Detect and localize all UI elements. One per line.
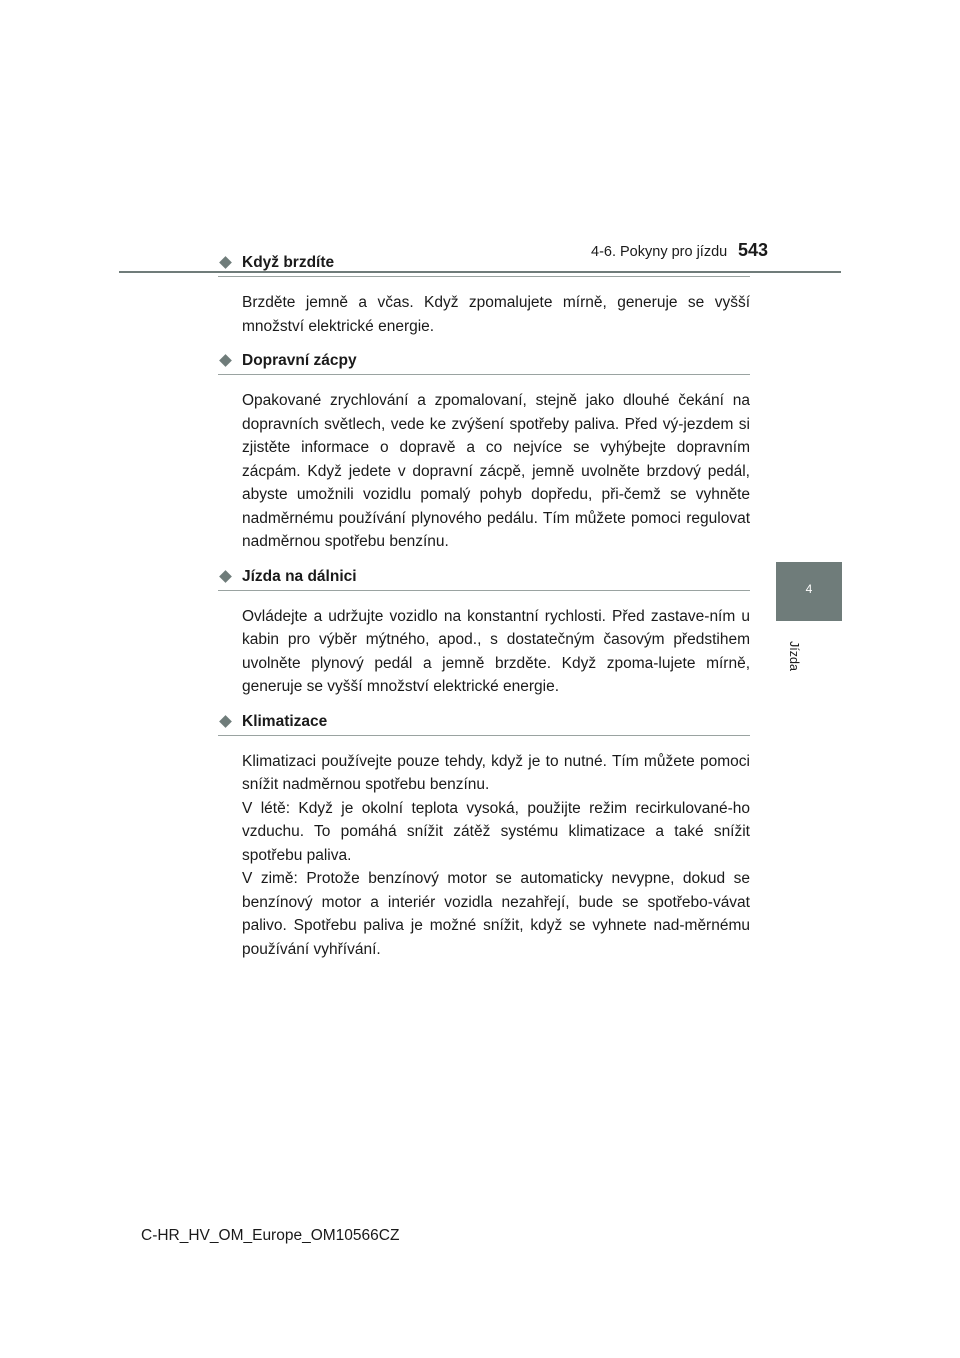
diamond-bullet-icon: [219, 570, 232, 583]
chapter-label-container: [780, 640, 808, 672]
paragraph: V létě: Když je okolní teplota vysoká, použijte režim recirkulované-ho vzduchu. To pomáhá snížit zátěž systému klimatizace a také snížit spotřebu paliva.: [242, 799, 750, 864]
section-traffic-jams: [218, 350, 750, 554]
page-number: 543: [738, 240, 769, 260]
paragraph: V zimě: Protože benzínový motor se automaticky nevypne, dokud se benzínový motor a interiér vozidla nezahřejí, bude se spotřebo-vávat palivo. Spotřebu paliva je možné snížit, když se vyhnete nad-měrnému používání vyhřívání.: [242, 870, 750, 958]
section-title: [218, 252, 750, 277]
section-body: [242, 389, 750, 554]
section-title-text: Když brzdíte: [242, 254, 335, 271]
section-air-conditioning: [218, 711, 750, 962]
diamond-bullet-icon: [219, 354, 232, 367]
paragraph: Brzděte jemně a včas. Když zpomalujete mírně, generuje se vyšší množství elektrické energie.: [242, 294, 750, 335]
diamond-bullet-icon: [219, 715, 232, 728]
section-title-text: Dopravní zácpy: [242, 352, 357, 369]
section-body: [242, 605, 750, 699]
paragraph: Ovládejte a udržujte vozidlo na konstantní rychlosti. Před zastave-ním u kabin pro výběr mýtného, apod., s dostatečným časovým předstihem uvolněte plynový pedál a jemně brzděte. Když zpoma-lujete mírně, generuje se vyšší množství elektrické energie.: [242, 607, 750, 695]
diamond-bullet-icon: [219, 256, 232, 269]
footer-document-id: C-HR_HV_OM_Europe_OM10566CZ: [141, 1227, 400, 1244]
chapter-number: 4: [805, 582, 813, 596]
section-body: [242, 291, 750, 338]
main-content: [218, 252, 750, 961]
section-title: [218, 566, 750, 591]
section-braking: [218, 252, 750, 338]
header-section-title: 4-6. Pokyny pro jízdu: [591, 244, 728, 260]
section-title: [218, 350, 750, 375]
section-title-text: Jízda na dálnici: [242, 567, 357, 585]
paragraph: Klimatizaci používejte pouze tehdy, když je to nutné. Tím můžete pomoci snížit nadměrnou spotřebu benzínu.: [242, 752, 750, 793]
paragraph: Opakované zrychlování a zpomalovaní, stejně jako dlouhé čekání na dopravních světlech, vede ke zvýšení spotřeby paliva. Před vý-jezdem si zjistěte informace o dopravě a co nejvíce se vyhýbejte dopravním zácpám. Když jedete v dopravní zácpě, jemně uvolněte brzdový pedál, abyste umožnili vozidlu pomalý pohyb dopředu, při-čemž se vyhněte nadměrnému používání plynového pedálu. Tím můžete pomoci regulovat nadměrnou spotřebu benzínu.: [242, 392, 750, 550]
section-title: [218, 711, 750, 736]
chapter-label: Jízda: [787, 641, 802, 671]
section-highway-driving: [218, 566, 750, 699]
section-body: [242, 750, 750, 962]
section-title-text: Klimatizace: [242, 712, 328, 730]
